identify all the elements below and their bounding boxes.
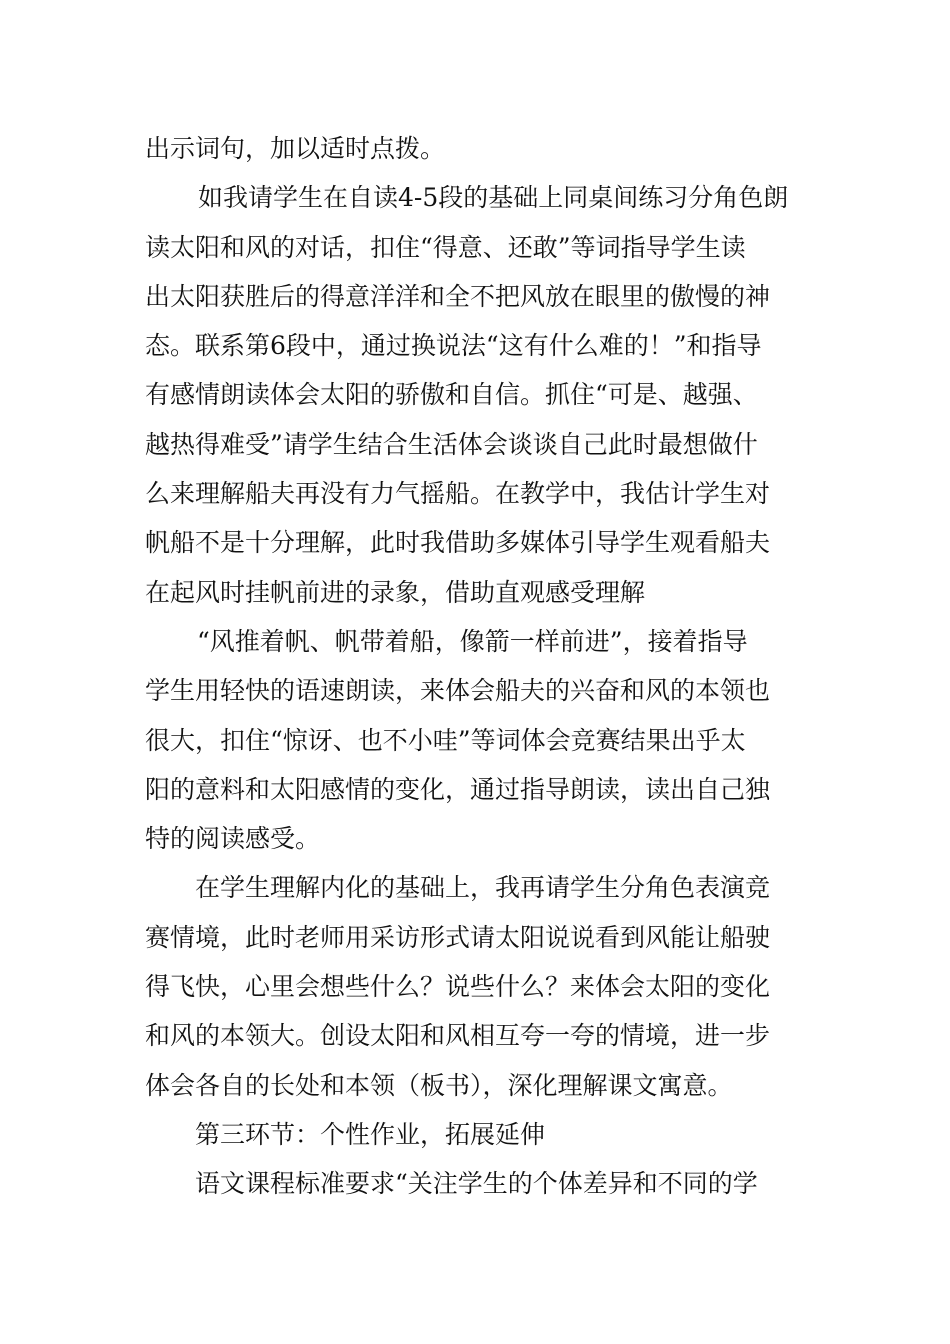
text-line: 越热得难受”请学生结合生活体会谈谈自己此时最想做什 <box>145 429 758 459</box>
text-line: 出示词句，加以适时点拨。 <box>145 134 446 163</box>
text-line: 赛情境，此时老师用采访形式请太阳说说看到风能让船驶 <box>145 922 771 952</box>
text-line: 学生用轻快的语速朗读，来体会船夫的兴奋和风的本领也 <box>145 676 771 706</box>
text-line: 特的阅读感受。 <box>145 824 321 854</box>
text-line: 读太阳和风的对话，扣住“得意、还敢”等词指导学生读 <box>145 232 746 262</box>
text-line: 帆船不是十分理解，此时我借助多媒体引导学生观看船夫 <box>145 528 771 558</box>
text-line: 么来理解船夫再没有力气摇船。在教学中，我估计学生对 <box>145 479 771 509</box>
text-line: 阳的意料和太阳感情的变化，通过指导朗读，读出自己独 <box>145 774 771 804</box>
text-line: 很大，扣住“惊讶、也不小哇”等词体会竞赛结果出乎太 <box>145 725 746 755</box>
text-line: 在起风时挂帆前进的录象，借助直观感受理解 <box>145 577 646 607</box>
text-line: 语文课程标准要求“关注学生的个体差异和不同的学 <box>195 1169 758 1199</box>
text-line: 和风的本领大。创设太阳和风相互夸一夸的情境，进一步 <box>145 1021 771 1051</box>
text-line: 体会各自的长处和本领（板书），深化理解课文寓意。 <box>145 1070 733 1100</box>
section-heading: 第三环节：个性作业，拓展延伸 <box>195 1119 546 1149</box>
text-line: 态。联系第6段中，通过换说法“这有什么难的！”和指导 <box>145 331 762 361</box>
text-line: 有感情朗读体会太阳的骄傲和自信。抓住“可是、越强、 <box>145 380 758 410</box>
text-line: 如我请学生在自读4-5段的基础上同桌间练习分角色朗 <box>198 183 789 213</box>
text-line: 得飞快，心里会想些什么？说些什么？来体会太阳的变化 <box>145 972 771 1002</box>
body-text <box>145 124 807 1209</box>
text-line: 在学生理解内化的基础上，我再请学生分角色表演竞 <box>195 873 771 903</box>
text-line: “风推着帆、帆带着船，像箭一样前进”，接着指导 <box>197 626 748 656</box>
text-line: 出太阳获胜后的得意洋洋和全不把风放在眼里的傲慢的神 <box>145 281 771 311</box>
